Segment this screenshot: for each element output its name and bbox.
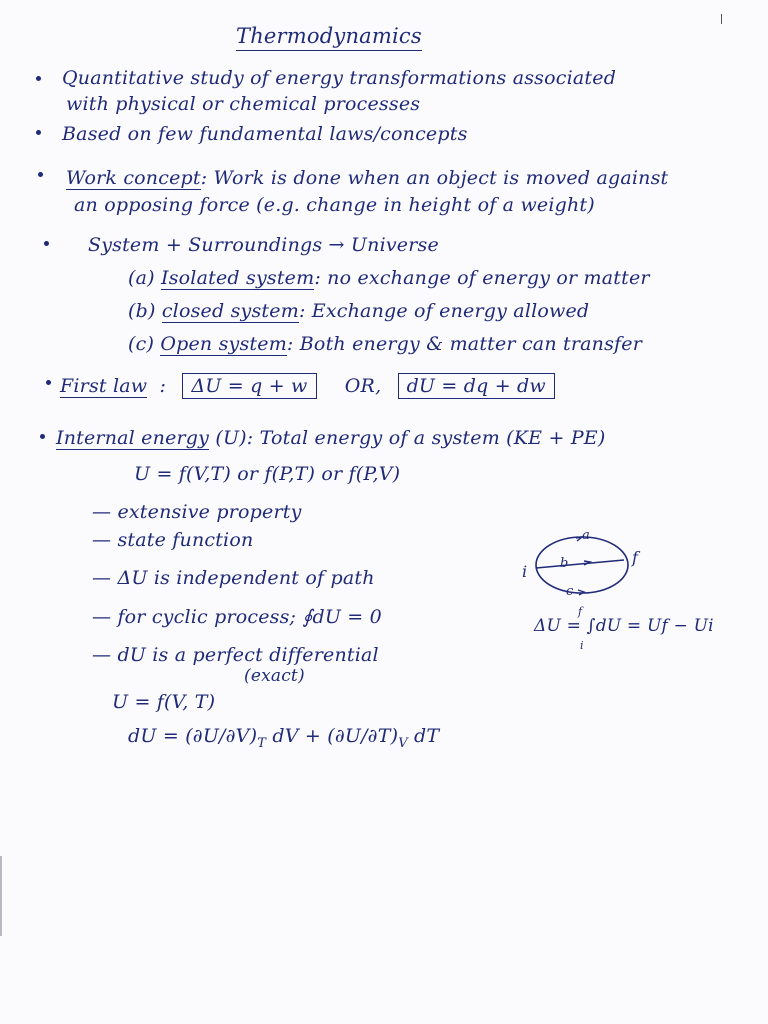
- closed-system-text: : Exchange of energy allowed: [298, 300, 590, 322]
- first-law-or: OR,: [344, 375, 382, 397]
- page-corner-mark: [721, 14, 722, 24]
- integral-lower-limit: i: [580, 639, 584, 652]
- property-perfect-differential: — dU is a perfect differential: [92, 644, 379, 666]
- diagram-label-i: i: [522, 562, 528, 581]
- diagram-label-b: b: [560, 556, 569, 571]
- property-path-independent: — ΔU is independent of path: [92, 567, 375, 589]
- bullet-dot: [40, 434, 45, 439]
- property-cyclic-process: — for cyclic process; ∮dU = 0: [92, 606, 382, 628]
- partial-u-v: (∂U/∂V): [185, 725, 258, 747]
- first-law-equation-differential: dU = dq + dw: [398, 373, 555, 399]
- property-state-function: — state function: [92, 529, 254, 551]
- diagram-label-a: a: [582, 528, 590, 543]
- dt-term: dT: [414, 725, 440, 747]
- du-total-differential: [128, 724, 439, 756]
- property-extensive: — extensive property: [92, 501, 302, 523]
- dv-term: dV +: [272, 725, 321, 747]
- system-item-closed: [128, 299, 589, 323]
- closed-system-label: closed system: [161, 300, 299, 322]
- integral-upper-limit: f: [578, 605, 583, 618]
- partial-u-t: (∂U/∂T): [327, 725, 399, 747]
- bullet-dot: [38, 172, 43, 177]
- isolated-system-label: Isolated system: [161, 267, 315, 289]
- system-item-isolated: [128, 266, 650, 290]
- open-system-text: : Both energy & matter can transfer: [286, 333, 642, 355]
- u-function-of-v-t: U = f(V, T): [112, 691, 216, 713]
- partial-u-t-subscript: V: [398, 735, 408, 751]
- item-marker: (b): [128, 300, 156, 322]
- bullet-fundamental-laws: Based on few fundamental laws/concepts: [62, 123, 468, 145]
- partial-u-v-subscript: T: [257, 735, 267, 751]
- work-concept-line1: [66, 166, 668, 190]
- du-lhs: dU =: [128, 725, 179, 747]
- item-marker: (a): [128, 267, 155, 289]
- page-title: Thermodynamics: [236, 24, 422, 51]
- internal-energy-symbol: (U): [215, 427, 247, 449]
- path-b-line: [536, 560, 624, 568]
- bullet-quantitative-line2: with physical or chemical processes: [66, 93, 421, 115]
- path-diagram: [520, 530, 640, 600]
- system-surroundings: System + Surroundings → Universe: [88, 234, 439, 256]
- bullet-quantitative-line1: Quantitative study of energy transformations associated: [62, 67, 617, 89]
- internal-energy-function: U = f(V,T) or f(P,T) or f(P,V): [134, 463, 401, 485]
- bullet-dot: [36, 76, 41, 81]
- delta-u-integral-relation: ΔU = ∫dU = Uf − Ui: [534, 616, 714, 636]
- item-marker: (c): [128, 333, 155, 355]
- diagram-label-f: f: [632, 548, 639, 567]
- property-exact-note: (exact): [244, 666, 305, 686]
- scan-edge-mark: [0, 856, 2, 936]
- first-law-label: First law: [60, 375, 148, 397]
- work-concept-line2: an opposing force (e.g. change in height of a weight): [74, 194, 595, 216]
- bullet-dot: [44, 241, 49, 246]
- bullet-dot: [36, 130, 41, 135]
- first-law-row: [60, 374, 555, 398]
- open-system-label: Open system: [160, 333, 287, 355]
- internal-energy-row: [56, 426, 606, 450]
- first-law-equation-delta: ΔU = q + w: [182, 373, 316, 399]
- bullet-dot: [46, 380, 51, 385]
- first-law-colon: :: [159, 375, 167, 397]
- diagram-label-c: c: [566, 584, 574, 599]
- internal-energy-definition: : Total energy of a system (KE + PE): [246, 427, 606, 449]
- internal-energy-label: Internal energy: [56, 427, 210, 449]
- system-item-open: [128, 332, 642, 356]
- isolated-system-text: : no exchange of energy or matter: [314, 267, 650, 289]
- work-concept-text: : Work is done when an object is moved against: [200, 167, 669, 189]
- work-concept-label: Work concept: [66, 167, 201, 189]
